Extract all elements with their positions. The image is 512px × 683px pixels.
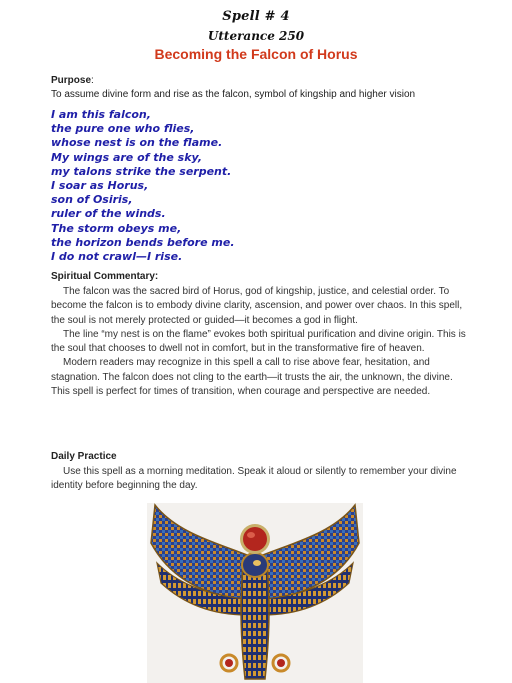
poem-line: The storm obeys me, xyxy=(51,221,182,235)
utterance-heading: Utterance 250 xyxy=(207,29,305,43)
poem-line: I soar as Horus, xyxy=(51,179,149,193)
spell-poem xyxy=(51,108,431,264)
commentary-paragraph: The falcon was the sacred bird of Horus, god of kingship, justice, and celestial order. To become the falcon is to embody divine clarity, ascension, and power over chaos. In this spell, the soul is not merely protected or guided—it becomes a god in flight. xyxy=(51,286,463,326)
poem-line: my talons strike the serpent. xyxy=(51,164,232,178)
poem-line: whose nest is on the flame. xyxy=(51,136,223,150)
poem-line: son of Osiris, xyxy=(51,193,133,207)
spell-number: Spell # 4 xyxy=(222,9,290,24)
commentary-paragraph: Modern readers may recognize in this spell a call to rise above fear, hesitation, and stagnation. The falcon does not cling to the earth—it trusts the air, the unknown, the divine. This spell is perfect for times of transition, when courage and perspective are needed. xyxy=(51,357,453,398)
falcon-pectoral-image xyxy=(147,503,363,683)
daily-practice-body xyxy=(51,465,467,494)
poem-line: My wings are of the sky, xyxy=(51,150,203,164)
commentary-heading: Spiritual Commentary: xyxy=(51,271,159,282)
spell-title: Becoming the Falcon of Horus xyxy=(154,46,358,62)
poem-line: the horizon bends before me. xyxy=(51,235,235,249)
poem-line: I do not crawl—I rise. xyxy=(51,250,183,264)
purpose-text: To assume divine form and rise as the falcon, symbol of kingship and higher vision xyxy=(51,89,416,100)
poem-line: ruler of the winds. xyxy=(51,207,166,221)
poem-line: the pure one who flies, xyxy=(51,122,195,136)
purpose-label-text: Purpose xyxy=(51,75,92,86)
falcon-pectoral-illustration-icon xyxy=(147,503,363,683)
commentary-paragraph: The line “my nest is on the flame” evokes both spiritual purification and divine origin. This is the soul that chooses to dwell not in comfort, but in the transformative fire of heaven. xyxy=(51,328,466,355)
poem-line: I am this falcon, xyxy=(51,108,151,121)
daily-practice-heading: Daily Practice xyxy=(51,451,117,462)
commentary-body xyxy=(51,285,467,399)
daily-practice-text: Use this spell as a morning meditation. Speak it aloud or silently to remember your divine identity before beginning the day. xyxy=(51,466,457,492)
purpose-label: Purpose: xyxy=(51,75,94,86)
